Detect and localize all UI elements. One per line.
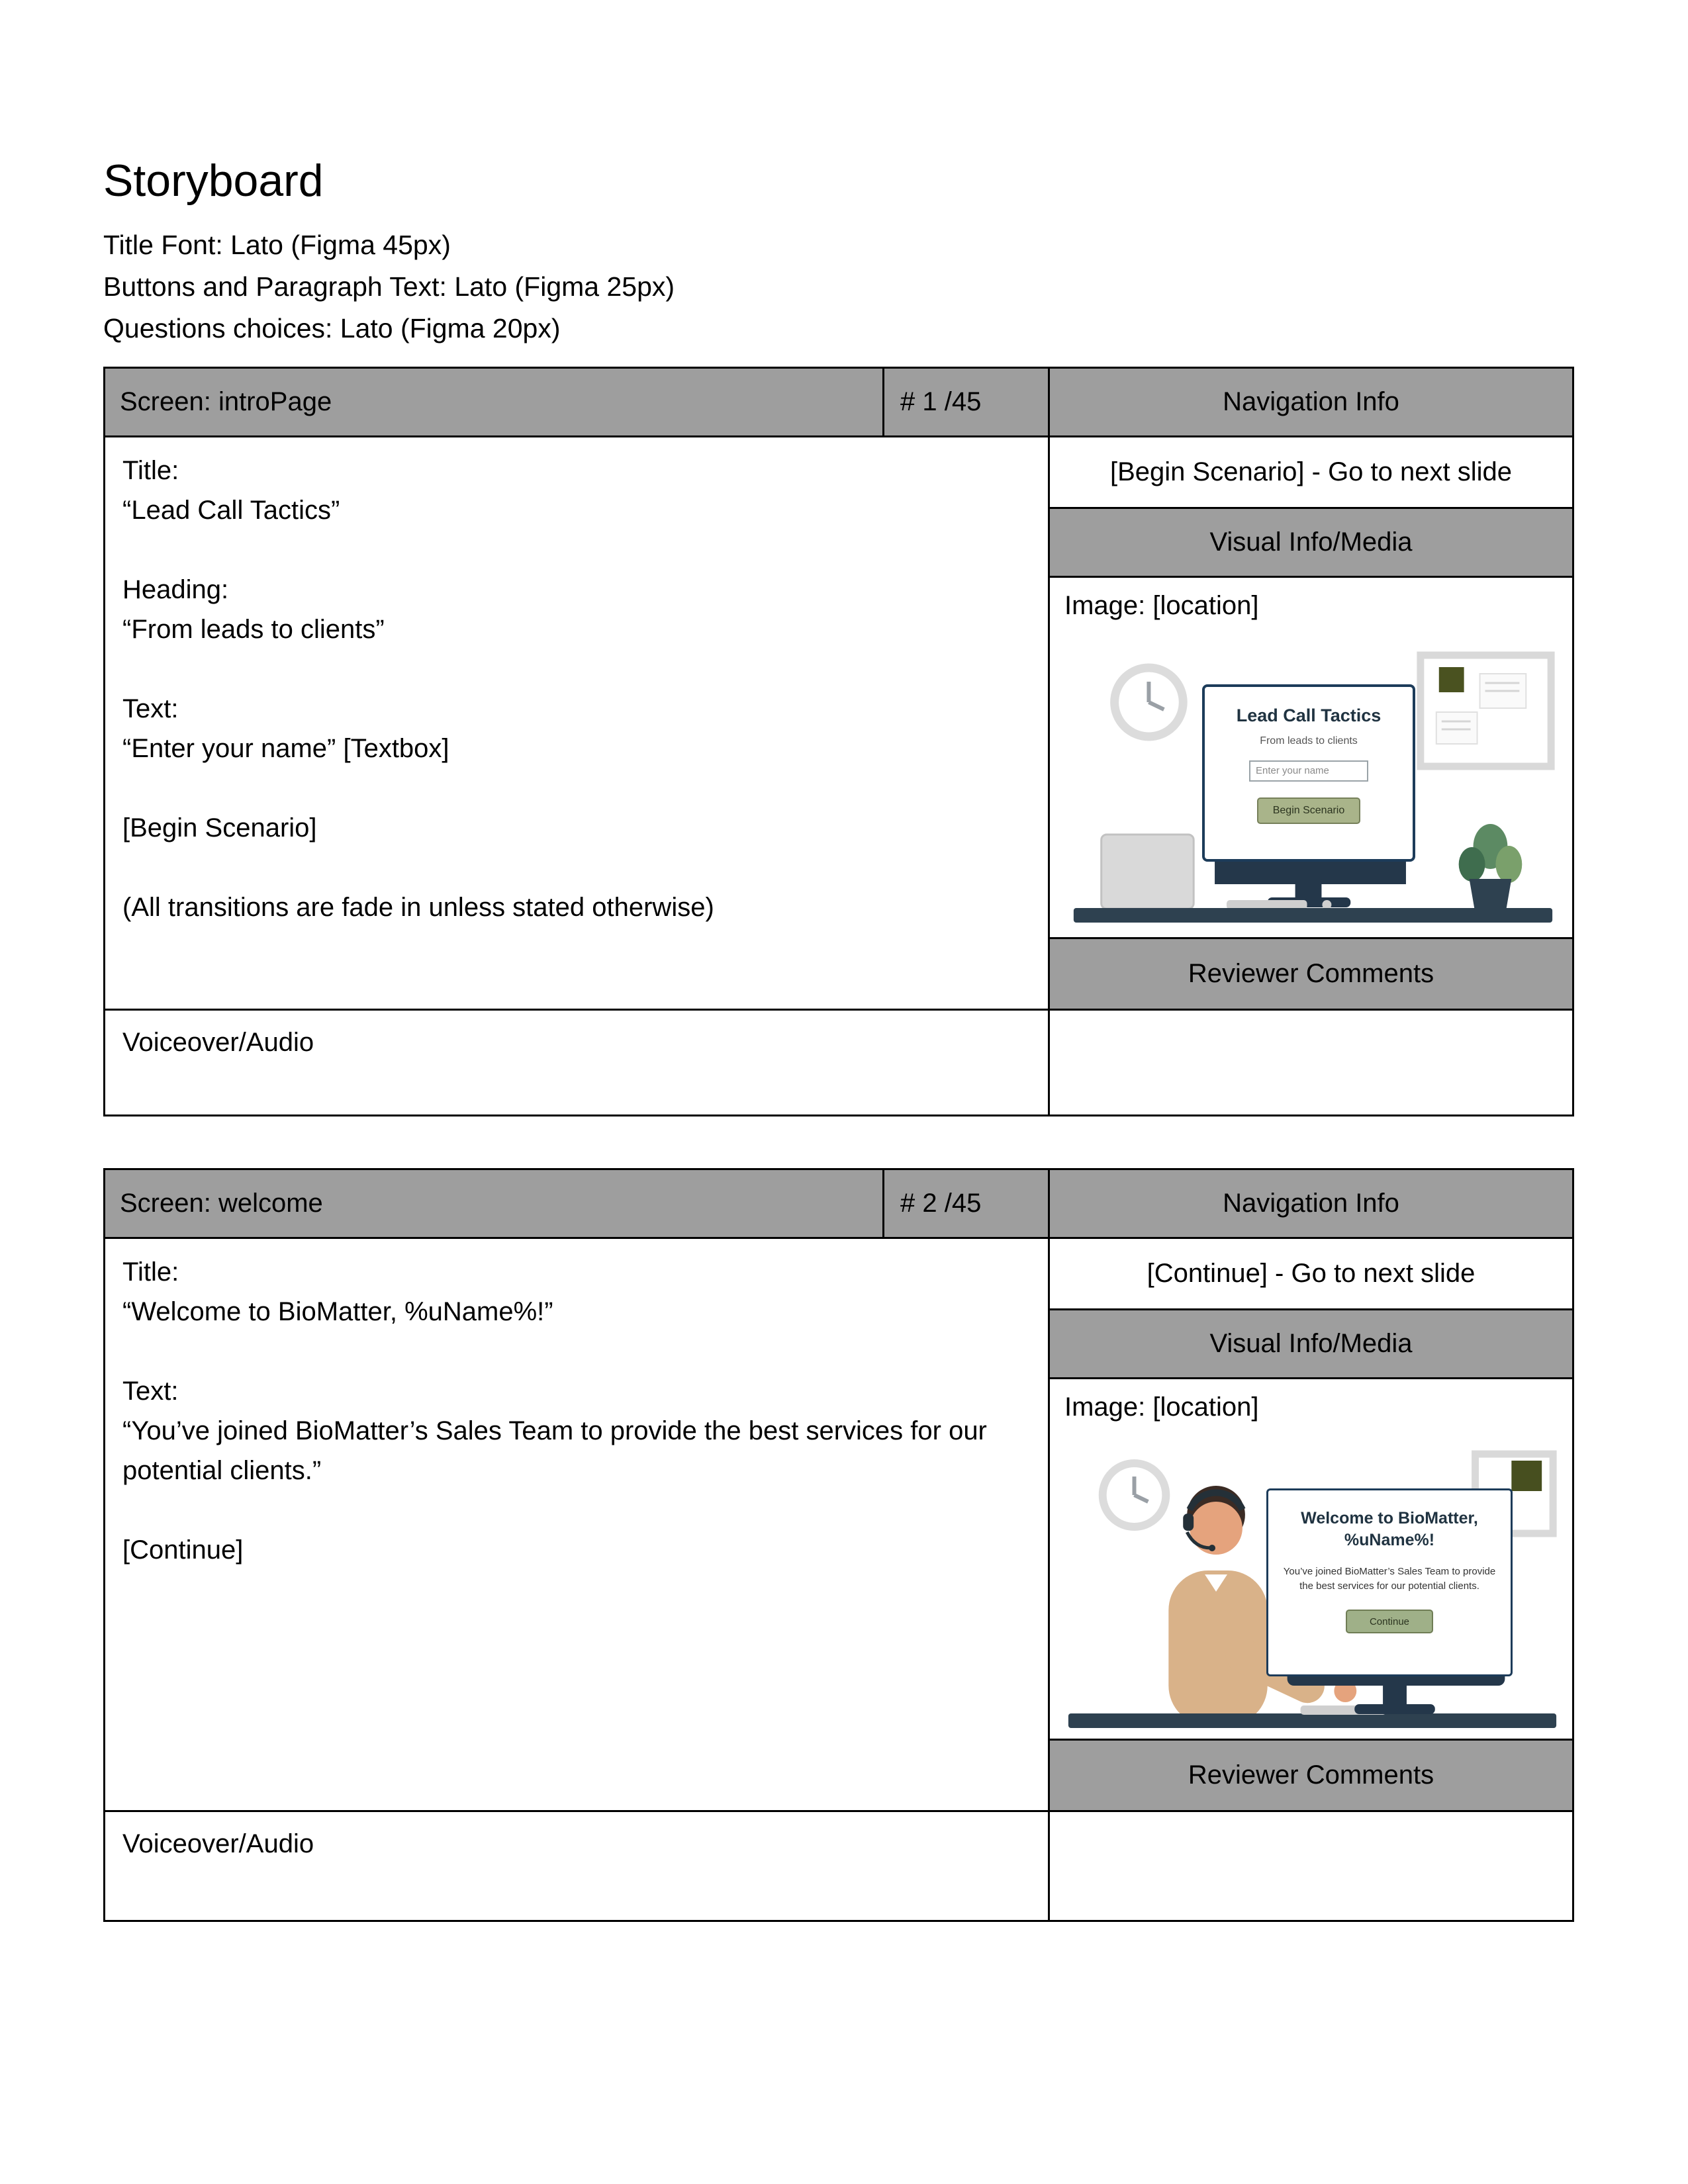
screen-body-line1: You’ve joined BioMatter’s Sales Team to provide [1283, 1566, 1496, 1578]
reviewer-comments-header: Reviewer Comments [1050, 1741, 1574, 1812]
screen-title-line2: %uName%! [1344, 1531, 1435, 1550]
screen-body-line2: the best services for our potential clients. [1299, 1580, 1479, 1592]
slide-number: # 2 /45 [884, 1170, 1050, 1239]
font-note-title: Title Font: Lato (Figma 45px) [103, 230, 451, 261]
content-action-block [122, 808, 1031, 848]
voiceover-label: Voiceover/Audio [122, 1829, 314, 1859]
content-heading-block [122, 570, 1031, 649]
action-label: [Continue] [122, 1535, 244, 1565]
visual-media-cell [1050, 1379, 1574, 1741]
clock-icon [1115, 668, 1184, 737]
voiceover-label: Voiceover/Audio [122, 1028, 314, 1058]
content-title-block [122, 451, 1031, 530]
heading-label: Heading: [122, 575, 229, 605]
visual-media-cell [1050, 578, 1574, 939]
navigation-info-header: Navigation Info [1050, 1170, 1574, 1239]
content-text-block [122, 689, 1031, 768]
storyboard-table-welcome [103, 1168, 1574, 1922]
monitor-base [1354, 1704, 1435, 1714]
welcome-illustration [1050, 1447, 1572, 1739]
voiceover-cell [105, 1812, 1050, 1922]
screen-name-header: Screen: introPage [105, 369, 884, 437]
title-label: Title: [122, 1257, 179, 1287]
font-note-questions: Questions choices: Lato (Figma 20px) [103, 313, 561, 344]
screen-title: Lead Call Tactics [1236, 705, 1382, 726]
content-action-block [122, 1530, 1031, 1570]
title-value: “Welcome to BioMatter, %uName%!” [122, 1297, 553, 1327]
slide-number: # 1 /45 [884, 369, 1050, 437]
screen-body [1284, 1565, 1495, 1594]
screen-content-cell [105, 1239, 1050, 1812]
desk [1068, 1713, 1556, 1728]
page-title: Storyboard [103, 156, 324, 206]
reviewer-comments-body [1050, 1011, 1574, 1116]
laptop [1102, 835, 1194, 909]
transition-note: (All transitions are fade in unless stated otherwise) [122, 893, 714, 923]
navigation-action: [Continue] - Go to next slide [1050, 1239, 1574, 1310]
screen-name-header: Screen: welcome [105, 1170, 884, 1239]
title-value: “Lead Call Tactics” [122, 496, 340, 525]
corkboard [1421, 655, 1551, 766]
visual-info-header: Visual Info/Media [1050, 509, 1574, 578]
plant [1459, 824, 1523, 909]
content-text-block [122, 1371, 1031, 1490]
continue-button: Continue [1346, 1610, 1433, 1633]
monitor-screen-card [1202, 684, 1415, 862]
voiceover-cell [105, 1011, 1050, 1116]
navigation-info-header: Navigation Info [1050, 369, 1574, 437]
font-notes [103, 224, 1589, 349]
text-label: Text: [122, 694, 179, 724]
action-label: [Begin Scenario] [122, 813, 317, 843]
heading-value: “From leads to clients” [122, 615, 385, 645]
content-title-block [122, 1252, 1031, 1332]
storyboard-table-intropage [103, 367, 1574, 1116]
screen-subtitle: From leads to clients [1260, 735, 1358, 747]
monitor-screen-card [1266, 1488, 1513, 1676]
reviewer-comments-header: Reviewer Comments [1050, 939, 1574, 1011]
content-note-block [122, 887, 1031, 927]
screen-title-line1: Welcome to BioMatter, [1301, 1509, 1478, 1528]
image-location-label: Image: [location] [1064, 1392, 1259, 1422]
name-textbox: Enter your name [1249, 760, 1368, 782]
text-value: “Enter your name” [Textbox] [122, 734, 449, 764]
desk [1074, 908, 1552, 923]
navigation-action: [Begin Scenario] - Go to next slide [1050, 437, 1574, 509]
image-location-label: Image: [location] [1064, 591, 1259, 621]
begin-scenario-button: Begin Scenario [1257, 797, 1360, 824]
screen-content-cell [105, 437, 1050, 1011]
reviewer-comments-body [1050, 1812, 1574, 1922]
text-label: Text: [122, 1377, 179, 1406]
visual-info-header: Visual Info/Media [1050, 1310, 1574, 1379]
screen-title [1301, 1508, 1478, 1551]
title-label: Title: [122, 456, 179, 486]
intropage-illustration [1050, 646, 1572, 937]
font-note-buttons: Buttons and Paragraph Text: Lato (Figma 25px) [103, 271, 675, 302]
clock-icon [1103, 1463, 1166, 1527]
text-value: “You’ve joined BioMatter’s Sales Team to provide the best services for our potential clients.” [122, 1416, 987, 1486]
